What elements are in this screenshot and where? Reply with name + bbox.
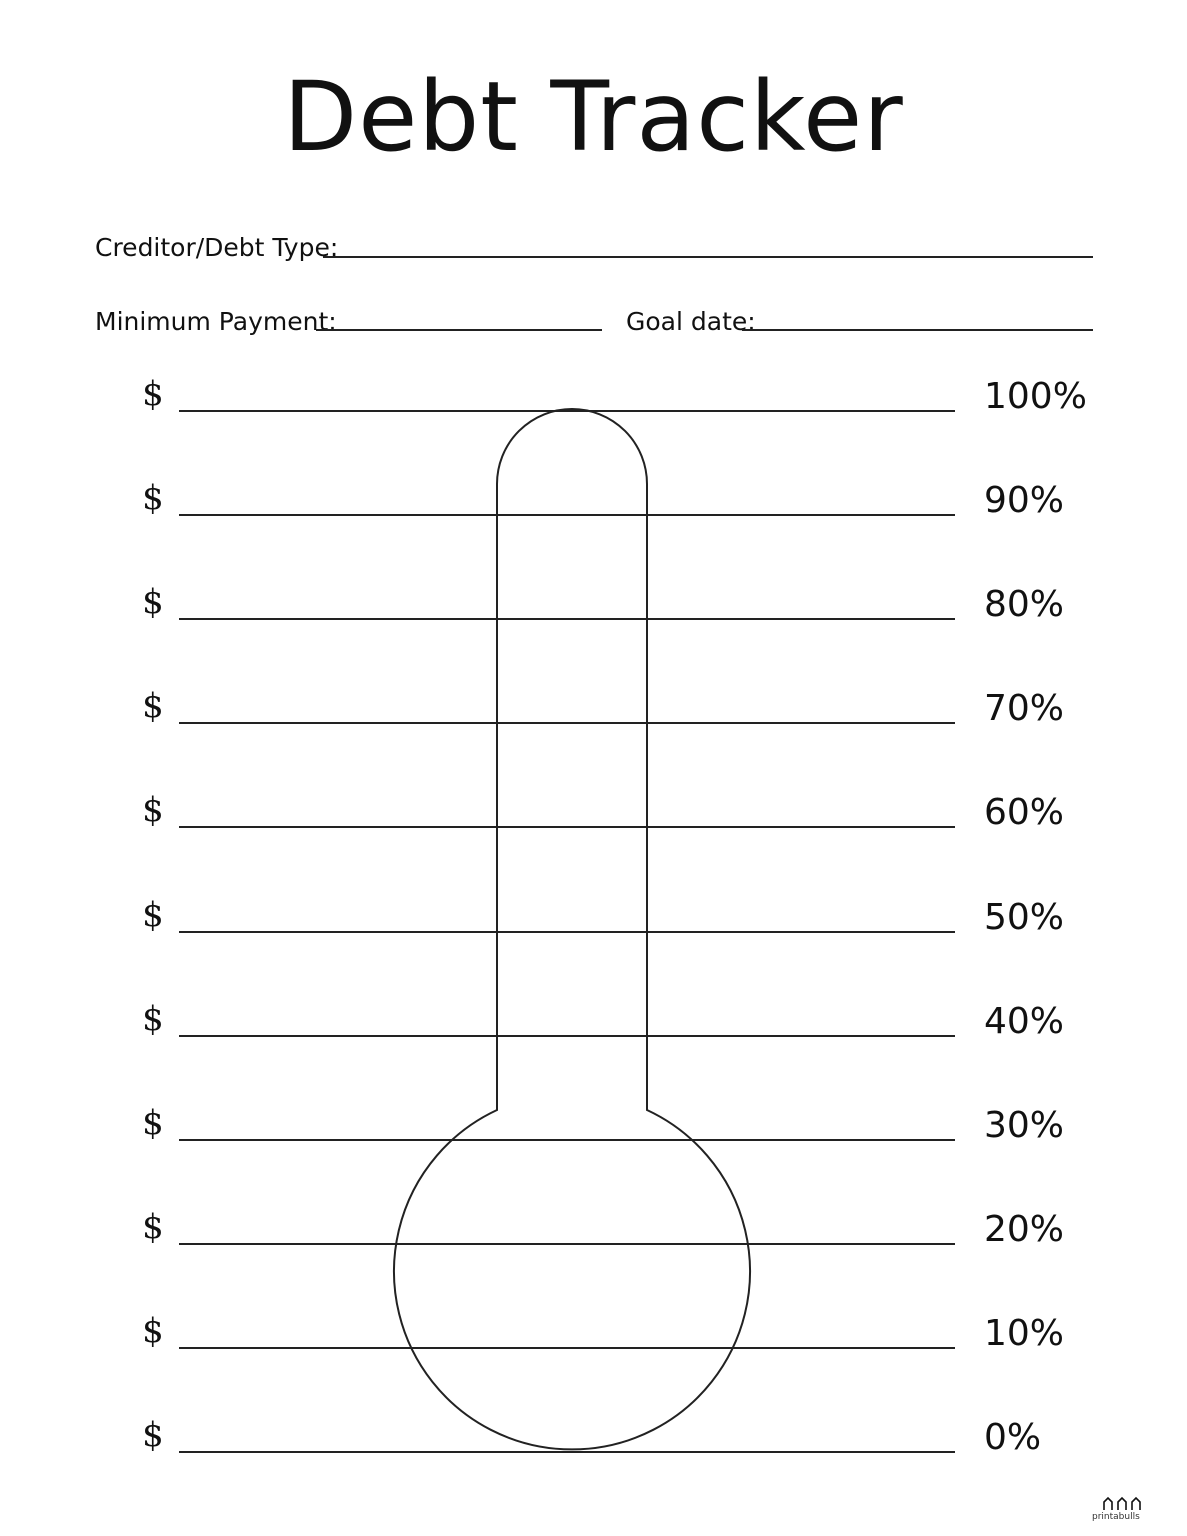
percent-label-10: 10%	[984, 1312, 1065, 1354]
logo-wordmark: printabulls	[1092, 1512, 1140, 1522]
amount-dollar-sign: $	[142, 894, 164, 935]
amount-dollar-sign: $	[142, 790, 164, 831]
percent-label-40: 40%	[984, 1000, 1065, 1042]
minimum-payment-label: Minimum Payment:	[95, 307, 337, 336]
percent-label-30: 30%	[984, 1104, 1065, 1146]
creditor-label: Creditor/Debt Type:	[95, 233, 339, 262]
amount-dollar-sign: $	[142, 998, 164, 1039]
percent-label-60: 60%	[984, 792, 1065, 834]
percent-label-100: 100%	[984, 376, 1087, 417]
amount-dollar-sign: $	[142, 478, 164, 519]
percent-label-20: 20%	[984, 1208, 1065, 1250]
goal-date-label: Goal date:	[626, 307, 756, 336]
page-title: Debt Tracker	[283, 61, 904, 173]
percent-label-0: 0%	[984, 1417, 1042, 1458]
amount-dollar-sign: $	[142, 582, 164, 623]
amount-dollar-sign: $	[142, 1102, 164, 1143]
thermometer-shape	[394, 409, 750, 1449]
amount-dollar-sign: $	[142, 1415, 164, 1455]
percent-label-80: 80%	[984, 584, 1065, 626]
percent-label-90: 90%	[984, 480, 1065, 522]
percent-label-50: 50%	[984, 896, 1065, 938]
amount-dollar-sign: $	[142, 686, 164, 727]
percent-label-70: 70%	[984, 688, 1065, 730]
amount-dollar-sign: $	[142, 374, 164, 414]
amount-dollar-sign: $	[142, 1206, 164, 1247]
amount-dollar-sign: $	[142, 1310, 164, 1351]
